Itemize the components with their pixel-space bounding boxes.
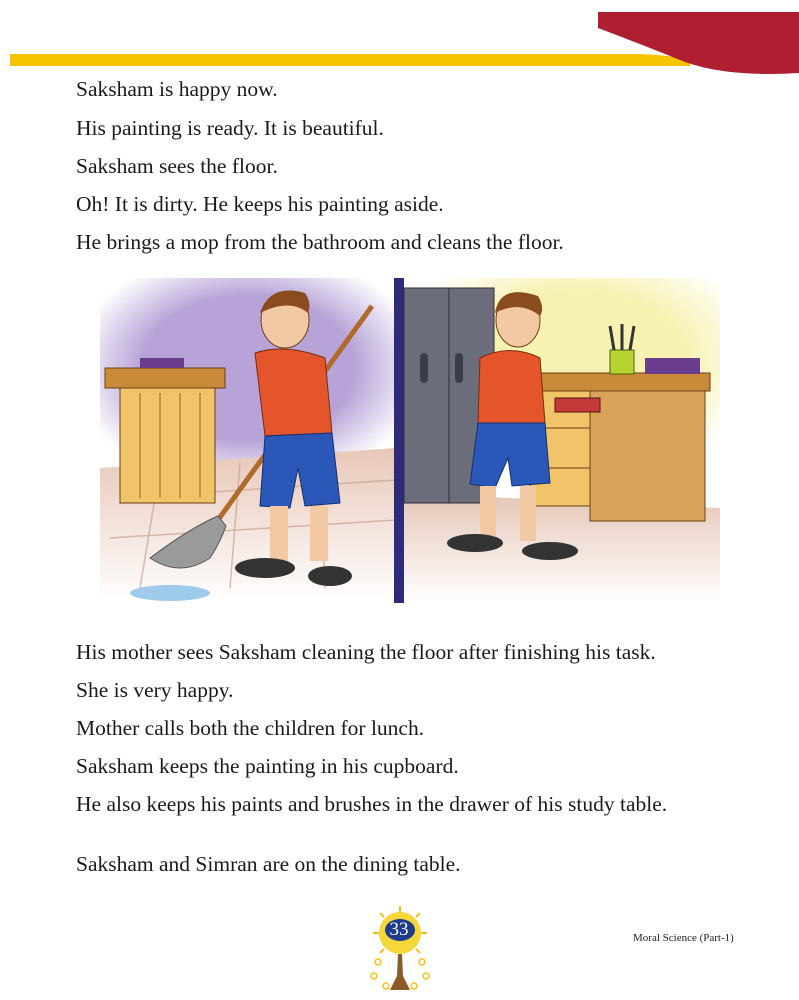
story-illustration (100, 258, 720, 618)
page-number: 33 (389, 919, 409, 940)
story-line-2: His painting is ready. It is beautiful. (76, 116, 384, 140)
scene-divider (394, 278, 404, 603)
study-table (530, 373, 710, 391)
story-line-7: She is very happy. (76, 678, 234, 702)
paint-box (555, 398, 600, 412)
story-line-5: He brings a mop from the bathroom and cleans the floor. (76, 230, 564, 254)
story-line-9: Saksham keeps the painting in his cupboard. (76, 754, 459, 778)
books-on-table (645, 358, 700, 374)
brush-cup (610, 350, 634, 374)
books-on-desk (140, 358, 184, 368)
story-line-8: Mother calls both the children for lunch. (76, 716, 425, 740)
tree-trunk-icon (390, 954, 410, 990)
story-line-1: Saksham is happy now. (76, 77, 278, 101)
story-line-11: Saksham and Simran are on the dining table. (76, 852, 461, 876)
story-line-6: His mother sees Saksham cleaning the floor after finishing his task. (76, 640, 656, 664)
story-line-4: Oh! It is dirty. He keeps his painting aside. (76, 192, 444, 216)
water-spill (130, 585, 210, 601)
left-scene (100, 278, 396, 603)
story-line-3: Saksham sees the floor. (76, 154, 278, 178)
right-scene (404, 278, 720, 603)
study-desk (105, 368, 225, 388)
story-line-10: He also keeps his paints and brushes in the drawer of his study table. (76, 792, 668, 816)
yellow-header-stripe (10, 54, 690, 66)
book-title: Moral Science (Part-1) (633, 932, 734, 944)
